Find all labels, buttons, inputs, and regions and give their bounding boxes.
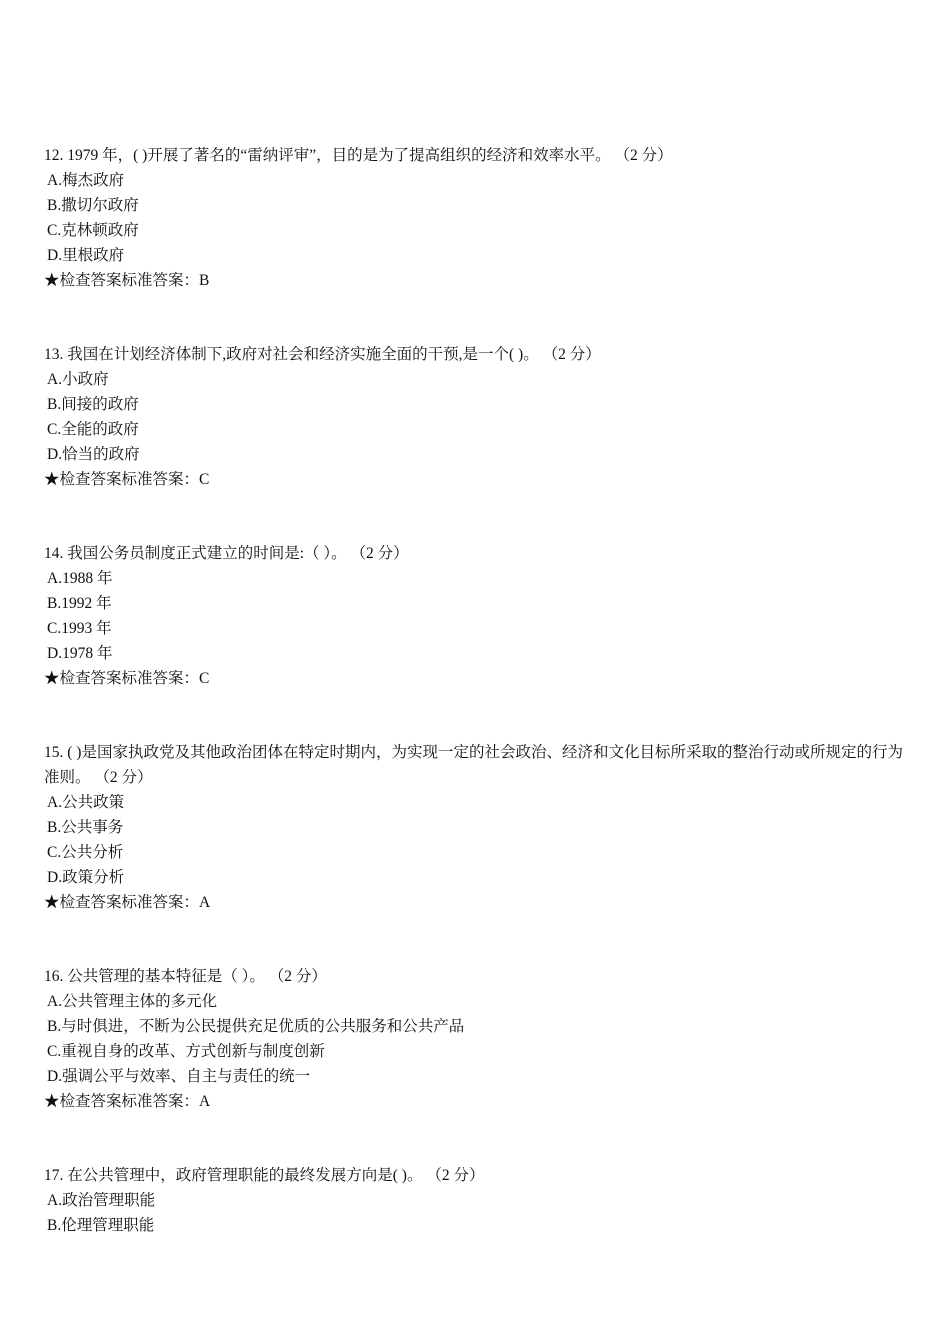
option-b: B.伦理管理职能: [47, 1217, 155, 1234]
option-d: D.政策分析: [47, 869, 125, 886]
question-15: [44, 740, 914, 915]
answer-line: ★检查答案标准答案：B: [44, 272, 210, 289]
option-a: A.公共政策: [47, 794, 125, 811]
question-stem: 14. 我国公务员制度正式建立的时间是:（ ）。 （2 分）: [44, 545, 409, 562]
option-a: A.小政府: [47, 371, 109, 388]
option-c: C.克林顿政府: [47, 222, 139, 239]
option-d: D.里根政府: [47, 247, 125, 264]
option-b: B.间接的政府: [47, 396, 139, 413]
option-a: A.政治管理职能: [47, 1192, 156, 1209]
option-d: D.1978 年: [47, 645, 113, 662]
question-stem: 15. ( )是国家执政党及其他政治团体在特定时期内，为实现一定的社会政治、经济和文化目标所采取的整治行动或所规定的行为准则。 （2 分）: [44, 744, 903, 786]
answer-line: ★检查答案标准答案：A: [44, 1093, 211, 1110]
answer-line: ★检查答案标准答案：C: [44, 471, 210, 488]
question-stem: 17. 在公共管理中，政府管理职能的最终发展方向是( )。 （2 分）: [44, 1167, 485, 1184]
option-a: A.1988 年: [47, 570, 113, 587]
answer-line: ★检查答案标准答案：C: [44, 670, 210, 687]
question-14: [44, 541, 914, 691]
option-a: A.梅杰政府: [47, 172, 125, 189]
option-a: A.公共管理主体的多元化: [47, 993, 218, 1010]
option-c: C.重视自身的改革、方式创新与制度创新: [47, 1043, 325, 1060]
option-b: B.公共事务: [47, 819, 124, 836]
question-stem: 12. 1979 年，( )开展了著名的“雷纳评审”，目的是为了提高组织的经济和效率水平。 （2 分）: [44, 147, 673, 164]
option-b: B.与时俱进，不断为公民提供充足优质的公共服务和公共产品: [47, 1018, 465, 1035]
option-c: C.全能的政府: [47, 421, 139, 438]
option-b: B.撒切尔政府: [47, 197, 139, 214]
answer-line: ★检查答案标准答案：A: [44, 894, 211, 911]
question-13: [44, 342, 914, 492]
option-c: C.1993 年: [47, 620, 112, 637]
option-c: C.公共分析: [47, 844, 124, 861]
question-12: [44, 143, 914, 293]
question-16: [44, 964, 914, 1114]
option-d: D.恰当的政府: [47, 446, 140, 463]
question-stem: 13. 我国在计划经济体制下,政府对社会和经济实施全面的干预,是一个( )。 （2 分）: [44, 346, 601, 363]
question-17: [44, 1163, 914, 1238]
option-d: D.强调公平与效率、自主与责任的统一: [47, 1068, 311, 1085]
option-b: B.1992 年: [47, 595, 112, 612]
question-stem: 16. 公共管理的基本特征是（ ）。 （2 分）: [44, 968, 327, 985]
